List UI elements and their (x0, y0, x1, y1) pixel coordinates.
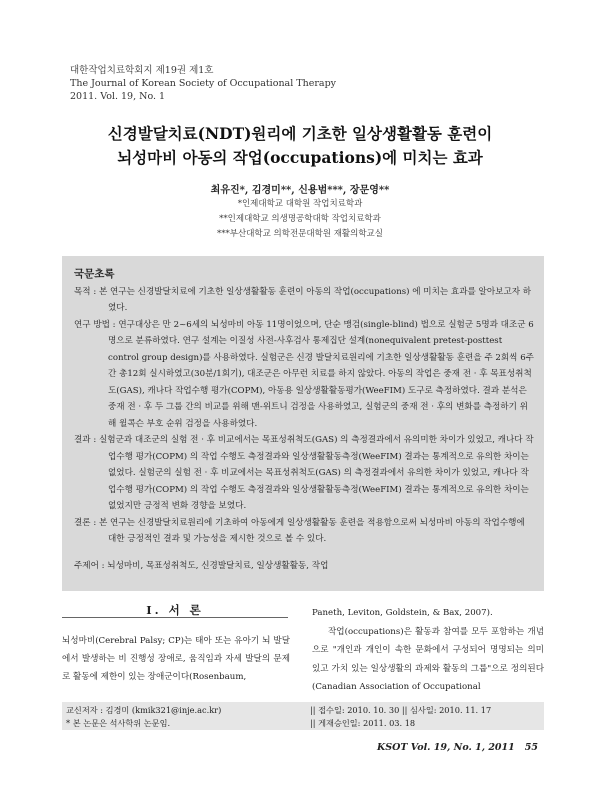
journal-header (70, 64, 336, 103)
results-label: 결과 : (74, 435, 97, 445)
thesis-note: * 본 논문은 석사학위 논문임. (66, 717, 171, 728)
body-column-left: 뇌성마비(Cerebral Palsy; CP)는 태아 또는 유아기 뇌 발달에서 발생하는 비 진행성 장애로, 움직임과 자세 발달의 문제로 활동에 제한이 있는 장애군이다(Rosenbaum, (62, 636, 290, 682)
journal-name-english: The Journal of Korean Society of Occupational Therapy (70, 78, 337, 89)
section-heading-rule (62, 617, 288, 618)
affiliations (0, 197, 600, 242)
paper-title (0, 122, 600, 170)
conclusion-text: 본 연구는 신경발달치료원리에 기초하여 아동에게 일상생활활동 훈련을 적용함으로써 뇌성마비 아동의 작업수행에 대한 긍정적인 결과 및 가능성을 제시한 것으로 볼 수 있다. (98, 517, 525, 544)
purpose-label: 목적 : (74, 286, 97, 297)
abstract-box (62, 256, 544, 591)
footnote-right (310, 704, 491, 729)
abstract-heading: 국문초록 (74, 268, 115, 280)
footer-journal: KSOT Vol. 19, No. 1, 2011 (376, 742, 515, 753)
title-line-1: 신경발달치료(NDT)원리에 기초한 일상생활활동 훈련이 (107, 124, 493, 143)
affiliation-1: *인제대학교 대학원 작업치료학과 (237, 199, 363, 209)
results-text: 실험군과 대조군의 실험 전 · 후 비교에서는 목표성취척도(GAS) 의 측정결과에서 유의미한 차이가 있었고, 캐나다 작업수행 평가(COPM) 의 작업 수행도 측정결과와 일상생활활동측정(WeeFIM) 결과는 통계적으로 유의한 차이는 없었다. 실험군의 실험 전 · 후 비교에서는 목표성취척도(GAS) 의 측정결과에서 유의한 차이가 있었고, 캐나다 작업수행 평가(COPM) 의 작업 수행도 측정결과와 일상생활활동측정(WeeFIM) 결과는 통계적으로 유의한 차이는 없었지만 긍정적 변화 경향을 보였다. (98, 435, 534, 511)
body-column-right (312, 604, 544, 697)
journal-volume: 2011. Vol. 19, No. 1 (70, 91, 166, 102)
received-dates: || 접수일: 2010. 10. 30 || 심사일: 2010. 11. 17 (310, 705, 492, 715)
footnote-left (66, 704, 221, 729)
keywords-text: 뇌성마비, 목표성취척도, 신경발달치료, 일상생활활동, 작업 (107, 560, 329, 571)
accepted-date: || 게재승인일: 2011. 03. 18 (310, 717, 416, 728)
methods-text: 연구대상은 만 2~6세의 뇌성마비 아동 11명이었으며, 단순 맹검(single-blind) 법으로 실험군 5명과 대조군 6명으로 분류하였다. 연구 설계는 이질성 사전-사후검사 통제집단 설계(nonequivalent pretest-posttest control group design)를 사용하였다. 실험군은 신경 발달치료원리에 기초한 일상생활활동 훈련을 주 2회씩 6주간 총12회 실시하였고(30분/1회기), 대조군은 아무런 치료를 하지 않았다. 아동의 작업은 중재 전 · 후 목표성취척도(GAS), 캐나다 작업수행 평가(COPM), 아동용 일상생활활동평가(WeeFIM) 도구로 측정하였다. 결과 분석은 중재 전 · 후 두 그룹 간의 비교를 위해 맨-위트니 검정을 사용하였고, 실험군의 중재 전 · 후의 변화를 측정하기 위해 윌콕슨 부호 순위 검정을 사용하였다. (108, 319, 534, 429)
page-footer (377, 742, 538, 753)
abstract-results (74, 432, 534, 515)
affiliation-3: ***부산대학교 의학전문대학원 재활의학교실 (217, 229, 383, 239)
abstract-methods (74, 317, 534, 433)
section-heading-introduction: Ⅰ. 서 론 (146, 603, 204, 617)
correspondence-author: 교신저자 : 김경미 (kmik321@inje.ac.kr) (66, 705, 222, 715)
author-list: 최유진*, 김경미**, 신용범***, 장문영** (210, 185, 390, 196)
journal-name-korean: 대한작업치료학회지 제19권 제1호 (70, 65, 214, 76)
conclusion-label: 결론 : (74, 517, 97, 528)
affiliation-2: **인제대학교 의생명공학대학 작업치료학과 (219, 214, 381, 224)
right-paragraph-2: 작업(occupations)은 활동과 참여를 모두 포함하는 개념으로 "개인과 개인이 속한 문화에서 구성되어 명명되는 의미 있고 가치 있는 일상생활의 과제와 활동의 그룹"으로 정의된다(Canadian Association of Occupational (312, 626, 544, 692)
abstract-keywords (74, 558, 534, 575)
page-number: 55 (524, 742, 538, 753)
footnote-box (62, 702, 544, 730)
abstract-conclusion (74, 515, 534, 548)
keywords-label: 주제어 : (74, 560, 105, 571)
right-paragraph-1: Paneth, Leviton, Goldstein, & Bax, 2007). (312, 608, 493, 618)
title-line-2: 뇌성마비 아동의 작업(occupations)에 미치는 효과 (117, 148, 483, 167)
methods-label: 연구 방법 : (74, 319, 116, 330)
abstract-purpose (74, 284, 534, 317)
purpose-text: 본 연구는 신경발달치료에 기초한 일상생활활동 훈련이 아동의 작업(occupations) 에 미치는 효과를 알아보고자 하였다. (98, 286, 532, 313)
